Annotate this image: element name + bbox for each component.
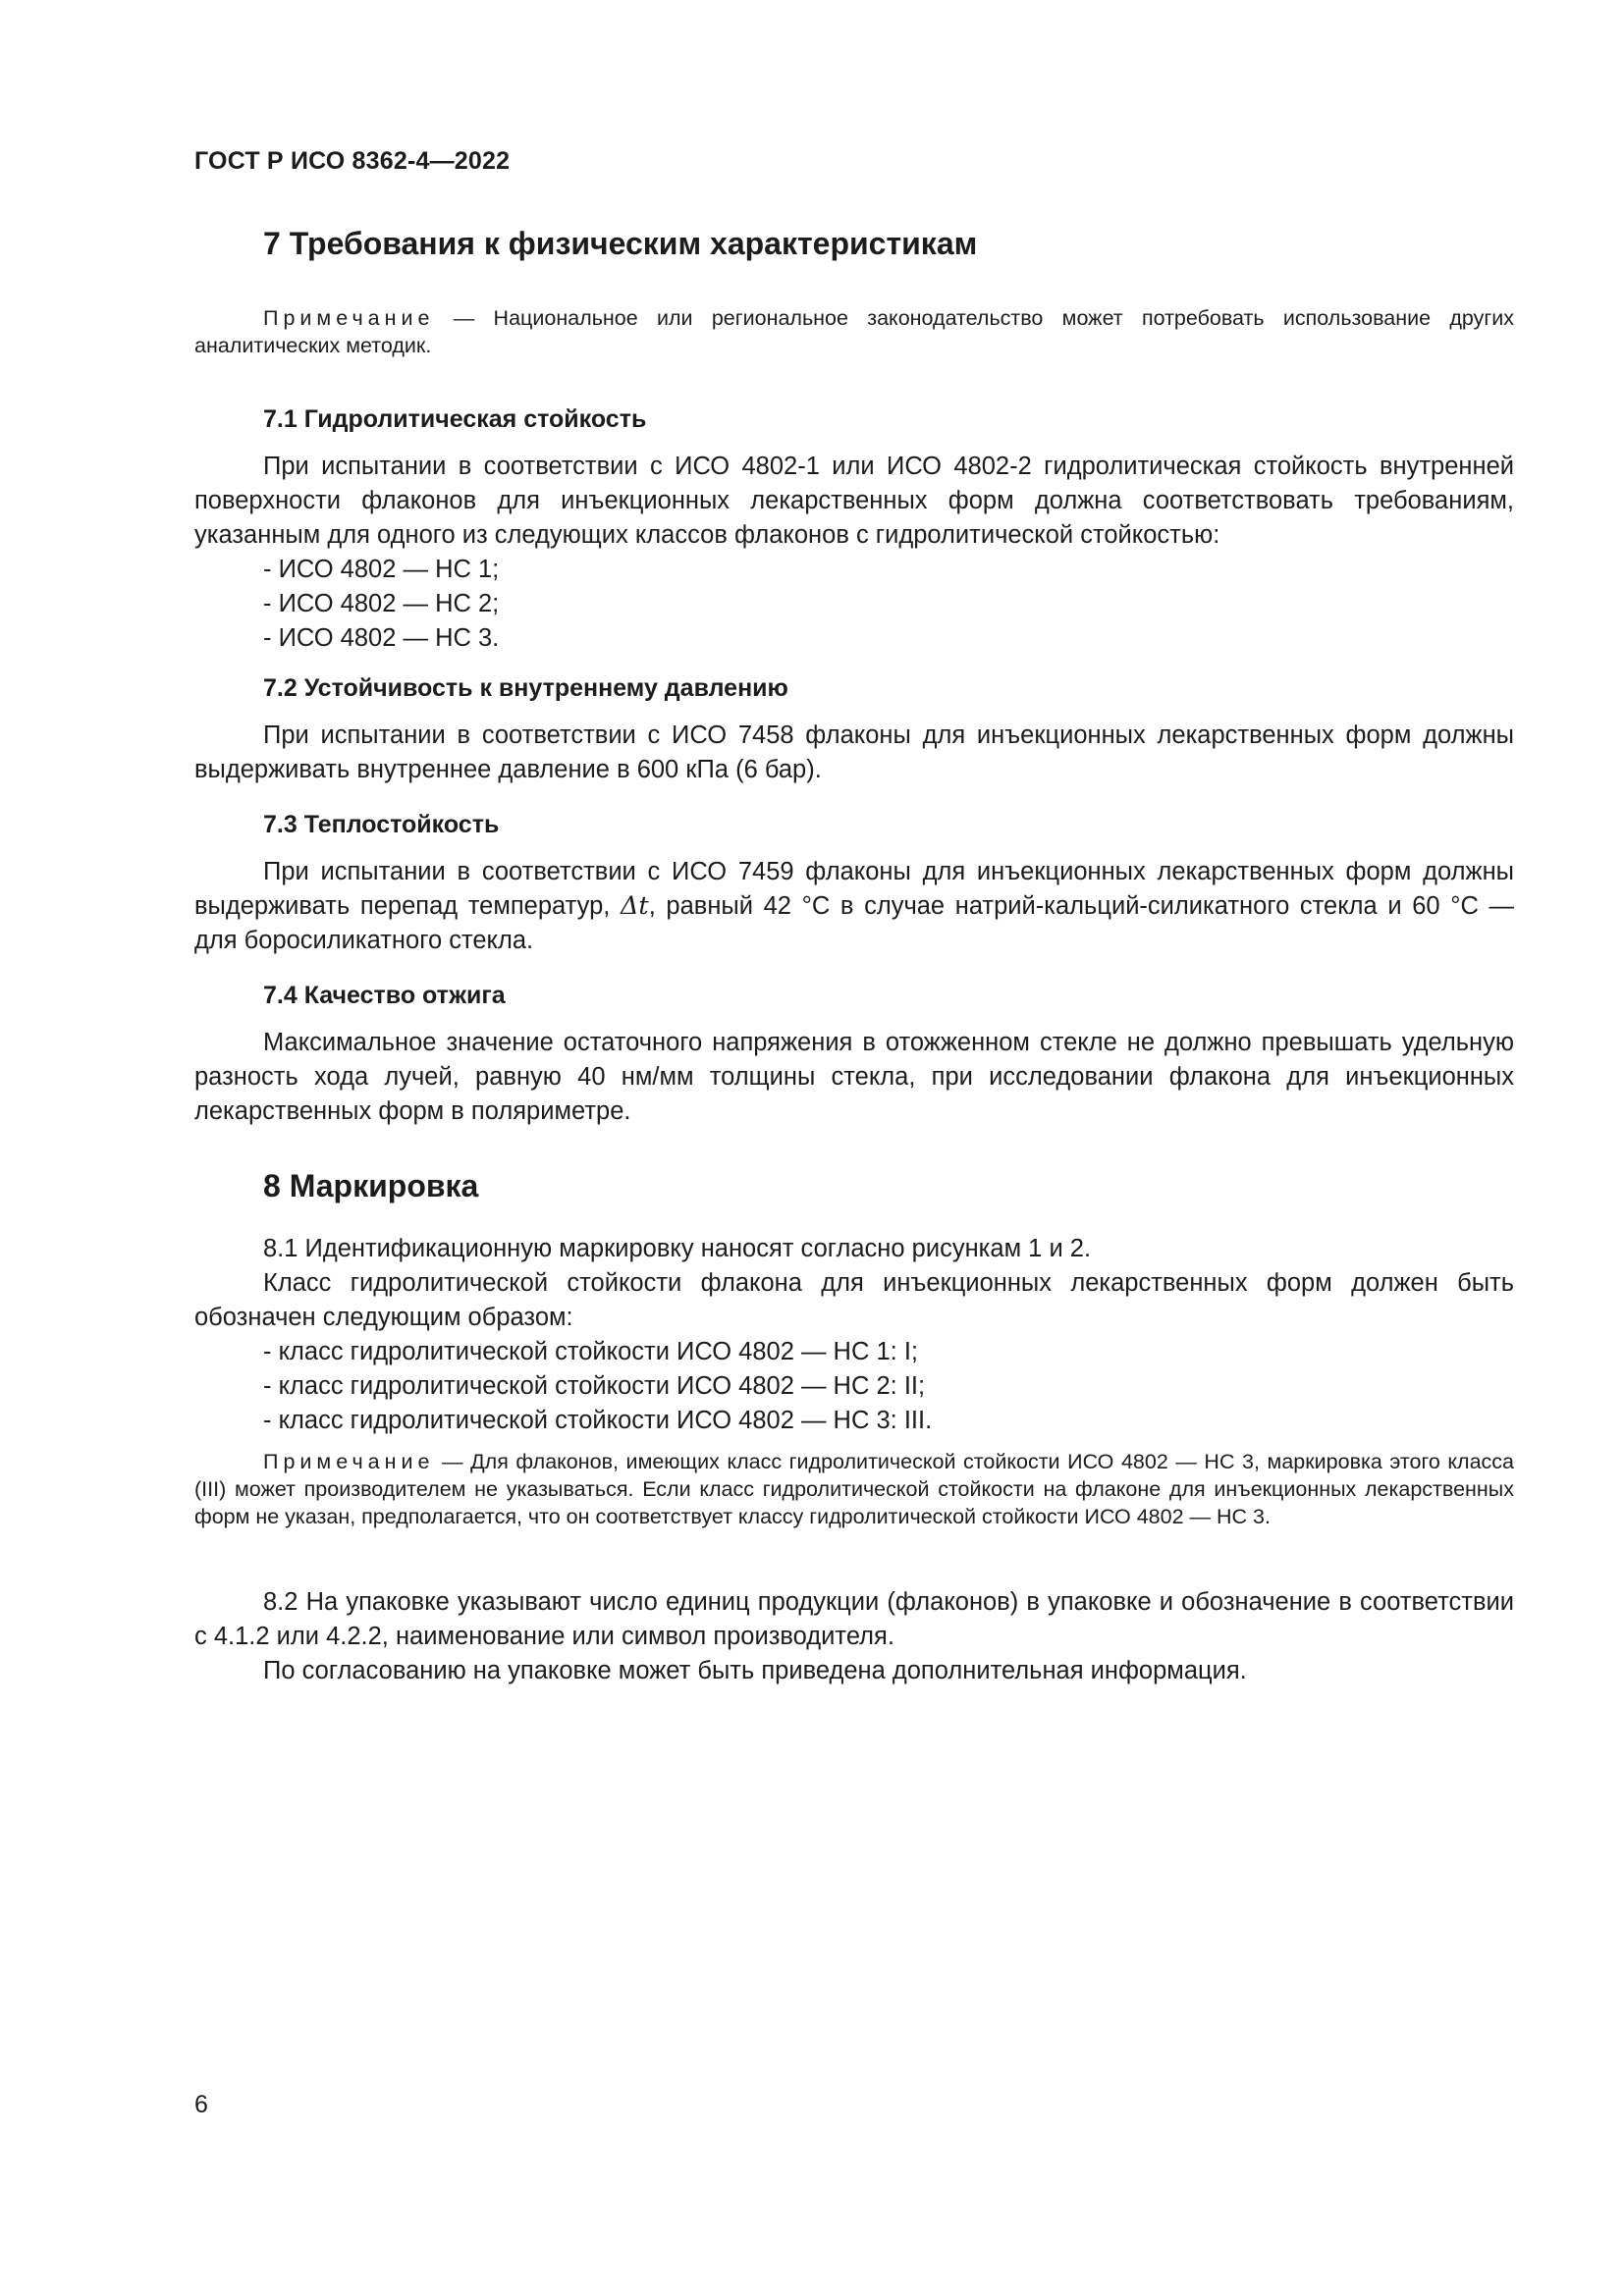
section-7-3-paragraph bbox=[194, 855, 1514, 958]
para-text: При испытании в соответствии с ИСО 7459 флаконы для инъекционных лекарственных форм должны выдерживать перепад температур, bbox=[194, 858, 1514, 920]
section-7-2-title: 7.2 Устойчивость к внутреннему давлению bbox=[263, 674, 788, 702]
section-8-additional-paragraph: По согласованию на упаковке может быть приведена дополнительная информация. bbox=[263, 1657, 1247, 1684]
section-8-title: 8 Маркировка bbox=[263, 1168, 479, 1203]
note-label: Примечание bbox=[263, 1450, 435, 1473]
list-item: - класс гидролитической стойкости ИСО 4802 — HC 1: I; bbox=[263, 1338, 918, 1365]
delta-t-symbol: Δt bbox=[621, 891, 649, 921]
list-item: - ИСО 4802 — HC 3. bbox=[263, 624, 500, 652]
document-code-header: ГОСТ Р ИСО 8362-4—2022 bbox=[194, 147, 511, 175]
list-item: - класс гидролитической стойкости ИСО 4802 — HC 3: III. bbox=[263, 1407, 933, 1434]
section-7-4-title: 7.4 Качество отжига bbox=[263, 982, 506, 1009]
section-8-class-paragraph: Класс гидролитической стойкости флакона для инъекционных лекарственных форм должен быть обозначен следующим образом: bbox=[194, 1269, 1514, 1331]
note-text: — Национальное или региональное законодательство может потребовать использование других аналитических методик. bbox=[194, 306, 1514, 357]
list-item: - ИСО 4802 — HC 1; bbox=[263, 556, 500, 583]
section-7-3-title: 7.3 Теплостойкость bbox=[263, 811, 500, 838]
section-8-2-paragraph: 8.2 На упаковке указывают число единиц продукции (флаконов) в упаковке и обозначение в соответствии с 4.1.2 или 4.2.2, наименование или символ производителя. bbox=[194, 1588, 1514, 1650]
section-7-1-paragraph: При испытании в соответствии с ИСО 4802-1 или ИСО 4802-2 гидролитическая стойкость внутренней поверхности флаконов для инъекционных лекарственных форм должна соответствовать требованиям, указанным для одного из следующих классов флаконов с гидролитической стойкостью: bbox=[194, 453, 1514, 549]
section-8-1-paragraph: 8.1 Идентификационную маркировку наносят согласно рисункам 1 и 2. bbox=[263, 1235, 1092, 1262]
section-8-class-list bbox=[263, 1335, 932, 1438]
section-7-2-paragraph: При испытании в соответствии с ИСО 7458 флаконы для инъекционных лекарственных форм должны выдерживать внутреннее давление в 600 кПа (6 бар). bbox=[194, 721, 1514, 783]
section-7-note bbox=[194, 304, 1514, 359]
section-7-1-list bbox=[263, 553, 499, 656]
list-item: - класс гидролитической стойкости ИСО 4802 — HC 2: II; bbox=[263, 1372, 926, 1400]
section-8-note bbox=[194, 1448, 1514, 1530]
section-7-title: 7 Требования к физическим характеристикам bbox=[263, 226, 978, 261]
note-text: — Для флаконов, имеющих класс гидролитической стойкости ИСО 4802 — HC 3, маркировка этого класса (III) может производителем не указываться. Если класс гидролитической стойкости на флаконе для инъекционных лекарственных форм не указан, предполагается, что он соответствует классу гидролитической стойкости ИСО 4802 — HC 3. bbox=[194, 1450, 1514, 1528]
list-item: - ИСО 4802 — HC 2; bbox=[263, 590, 500, 617]
page-number: 6 bbox=[194, 2091, 208, 2118]
note-label: Примечание bbox=[263, 306, 435, 330]
para-text: , равный 42 °С в случае натрий-кальций-силикатного стекла и 60 °С — для боросиликатного стекла. bbox=[194, 892, 1514, 954]
section-7-4-paragraph: Максимальное значение остаточного напряжения в отожженном стекле не должно превышать удельную разность хода лучей, равную 40 нм/мм толщины стекла, при исследовании флакона для инъекционных лекарственных форм в поляриметре. bbox=[194, 1029, 1514, 1125]
section-7-1-title: 7.1 Гидролитическая стойкость bbox=[263, 405, 647, 433]
